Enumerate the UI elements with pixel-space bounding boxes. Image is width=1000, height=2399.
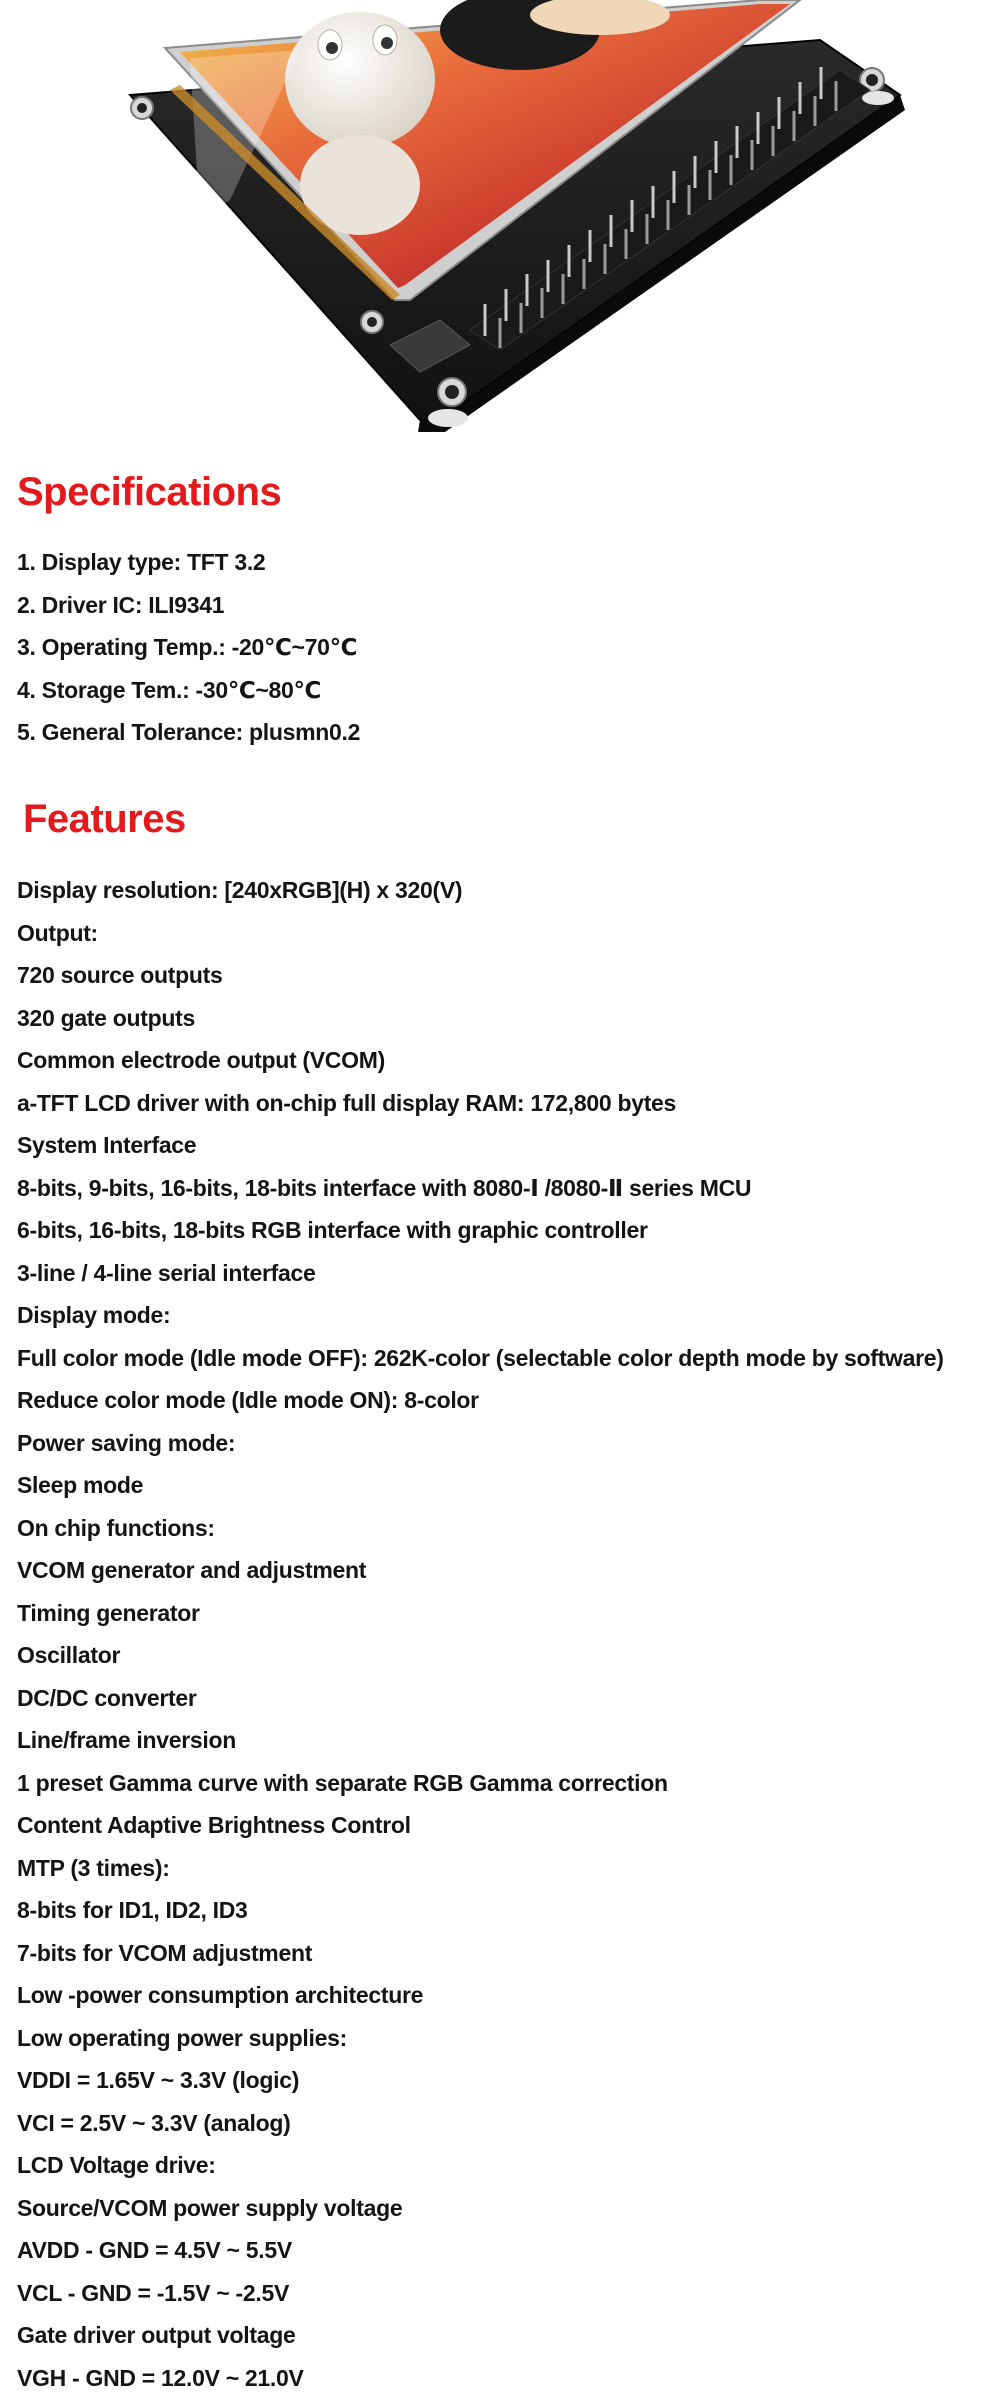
feature-item: VCI = 2.5V ~ 3.3V (analog) [17,2102,944,2145]
feature-item: Full color mode (Idle mode OFF): 262K-color (selectable color depth mode by software) [17,1337,944,1380]
feature-item: LCD Voltage drive: [17,2144,944,2187]
spec-item: 2. Driver IC: ILI9341 [17,584,360,627]
feature-item: Common electrode output (VCOM) [17,1039,944,1082]
tft-lcd-module-illustration [0,0,1000,440]
feature-item: Power saving mode: [17,1422,944,1465]
feature-item: a-TFT LCD driver with on-chip full display RAM: 172,800 bytes [17,1082,944,1125]
spec-item: 4. Storage Tem.: -30℃~80℃ [17,669,360,712]
features-list [17,869,944,2399]
feature-item: 8-bits for ID1, ID2, ID3 [17,1889,944,1932]
feature-item: Sleep mode [17,1464,944,1507]
feature-item: MTP (3 times): [17,1847,944,1890]
feature-item: DC/DC converter [17,1677,944,1720]
feature-item: 7-bits for VCOM adjustment [17,1932,944,1975]
feature-item: Low operating power supplies: [17,2017,944,2060]
feature-item: Display mode: [17,1294,944,1337]
specifications-list [17,541,360,754]
feature-item: 1 preset Gamma curve with separate RGB Gamma correction [17,1762,944,1805]
feature-item: Output: [17,912,944,955]
feature-item: On chip functions: [17,1507,944,1550]
feature-item: VCOM generator and adjustment [17,1549,944,1592]
feature-item: 8-bits, 9-bits, 16-bits, 18-bits interface with 8080-Ⅰ /8080-Ⅱ series MCU [17,1167,944,1210]
feature-item: Line/frame inversion [17,1719,944,1762]
feature-item: Source/VCOM power supply voltage [17,2187,944,2230]
feature-item: 320 gate outputs [17,997,944,1040]
feature-item: Gate driver output voltage [17,2314,944,2357]
feature-item: 720 source outputs [17,954,944,997]
feature-item: VDDI = 1.65V ~ 3.3V (logic) [17,2059,944,2102]
feature-item: 3-line / 4-line serial interface [17,1252,944,1295]
specifications-heading: Specifications [17,470,281,515]
feature-item: System Interface [17,1124,944,1167]
feature-item: Low -power consumption architecture [17,1974,944,2017]
feature-item: Timing generator [17,1592,944,1635]
feature-item: AVDD - GND = 4.5V ~ 5.5V [17,2229,944,2272]
feature-item: VGH - GND = 12.0V ~ 21.0V [17,2357,944,2399]
product-image [0,0,1000,440]
feature-item: 6-bits, 16-bits, 18-bits RGB interface with graphic controller [17,1209,944,1252]
feature-item: Content Adaptive Brightness Control [17,1804,944,1847]
spec-item: 3. Operating Temp.: -20℃~70℃ [17,626,360,669]
feature-item: VCL - GND = -1.5V ~ -2.5V [17,2272,944,2315]
feature-item: Display resolution: [240xRGB](H) x 320(V) [17,869,944,912]
feature-item: Oscillator [17,1634,944,1677]
feature-item: Reduce color mode (Idle mode ON): 8-color [17,1379,944,1422]
features-heading: Features [23,797,186,842]
spec-item: 1. Display type: TFT 3.2 [17,541,360,584]
spec-item: 5. General Tolerance: plusmn0.2 [17,711,360,754]
